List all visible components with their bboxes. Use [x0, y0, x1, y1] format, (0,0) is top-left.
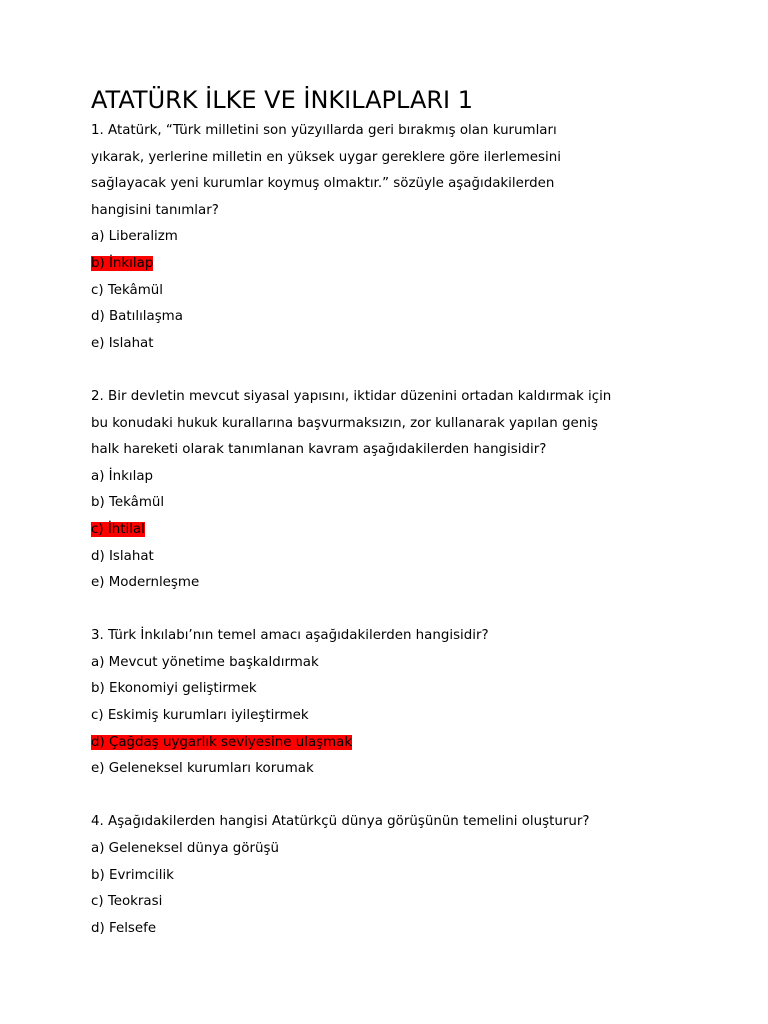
page-title: ATATÜRK İLKE VE İNKILAPLARI 1 [91, 86, 474, 114]
question-text-line: 1. Atatürk, “Türk milletini son yüzyıllarda geri bırakmış olan kurumları [91, 123, 557, 138]
answer-option [91, 331, 691, 358]
answer-option [91, 570, 691, 597]
answer-option [91, 490, 691, 517]
document-page [91, 84, 691, 942]
answer-option [91, 916, 691, 943]
option-label: c) Teokrasi [91, 894, 163, 910]
question-text-line: 2. Bir devletin mevcut siyasal yapısını, iktidar düzenini ortadan kaldırmak için [91, 388, 612, 404]
option-label: a) Mevcut yönetime başkaldırmak [91, 654, 319, 670]
spacer [91, 597, 691, 624]
question-2 [91, 384, 691, 597]
answer-option [91, 863, 691, 890]
option-label: d) Felsefe [91, 920, 157, 936]
option-label: e) Geleneksel kurumları korumak [91, 761, 314, 777]
answer-option-correct [91, 517, 691, 544]
question-4 [91, 809, 691, 942]
question-1 [91, 118, 691, 357]
answer-option [91, 544, 691, 571]
question-text-line: 4. Aşağıdakilerden hangisi Atatürkçü dünya görüşünün temelini oluşturur? [91, 814, 590, 830]
correct-answer-highlight: c) İhtilal [91, 521, 145, 537]
answer-option [91, 650, 691, 677]
question-text-line: sağlayacak yeni kurumlar koymuş olmaktır.” sözüyle aşağıdakilerden [91, 176, 555, 192]
option-label: e) Modernleşme [91, 575, 200, 591]
option-label: a) Geleneksel dünya görüşü [91, 841, 279, 857]
spacer [91, 783, 691, 810]
question-text-line: yıkarak, yerlerine milletin en yüksek uygar gereklere göre ilerlemesini [91, 149, 561, 165]
option-label: b) Evrimcilik [91, 867, 174, 883]
correct-answer-highlight: b) İnkılap [91, 255, 154, 271]
option-label: d) Batılılaşma [91, 309, 183, 325]
answer-option [91, 756, 691, 783]
option-label: b) Tekâmül [91, 495, 165, 511]
option-label: e) Islahat [91, 335, 154, 351]
answer-option-correct [91, 251, 691, 278]
question-text-line: halk hareketi olarak tanımlanan kavram aşağıdakilerden hangisidir? [91, 442, 547, 458]
option-label: d) Islahat [91, 548, 154, 564]
answer-option [91, 836, 691, 863]
question-3 [91, 623, 691, 783]
correct-answer-highlight: d) Çağdaş uygarlık seviyesine ulaşmak [91, 734, 353, 750]
option-label: c) Tekâmül [91, 282, 163, 298]
answer-option [91, 464, 691, 491]
answer-option [91, 889, 691, 916]
question-text-line: 3. Türk İnkılabı’nın temel amacı aşağıdakilerden hangisidir? [91, 628, 489, 644]
option-label: b) Ekonomiyi geliştirmek [91, 681, 257, 697]
spacer [91, 357, 691, 384]
option-label: c) Eskimiş kurumları iyileştirmek [91, 708, 309, 724]
answer-option [91, 703, 691, 730]
answer-option [91, 304, 691, 331]
answer-option [91, 278, 691, 305]
answer-option-correct [91, 730, 691, 757]
question-text-line: bu konudaki hukuk kurallarına başvurmaksızın, zor kullanarak yapılan geniş [91, 415, 598, 431]
answer-option [91, 224, 691, 251]
option-label: a) İnkılap [91, 468, 154, 484]
question-text-line: hangisini tanımlar? [91, 202, 219, 218]
answer-option [91, 676, 691, 703]
option-label: a) Liberalizm [91, 229, 178, 245]
